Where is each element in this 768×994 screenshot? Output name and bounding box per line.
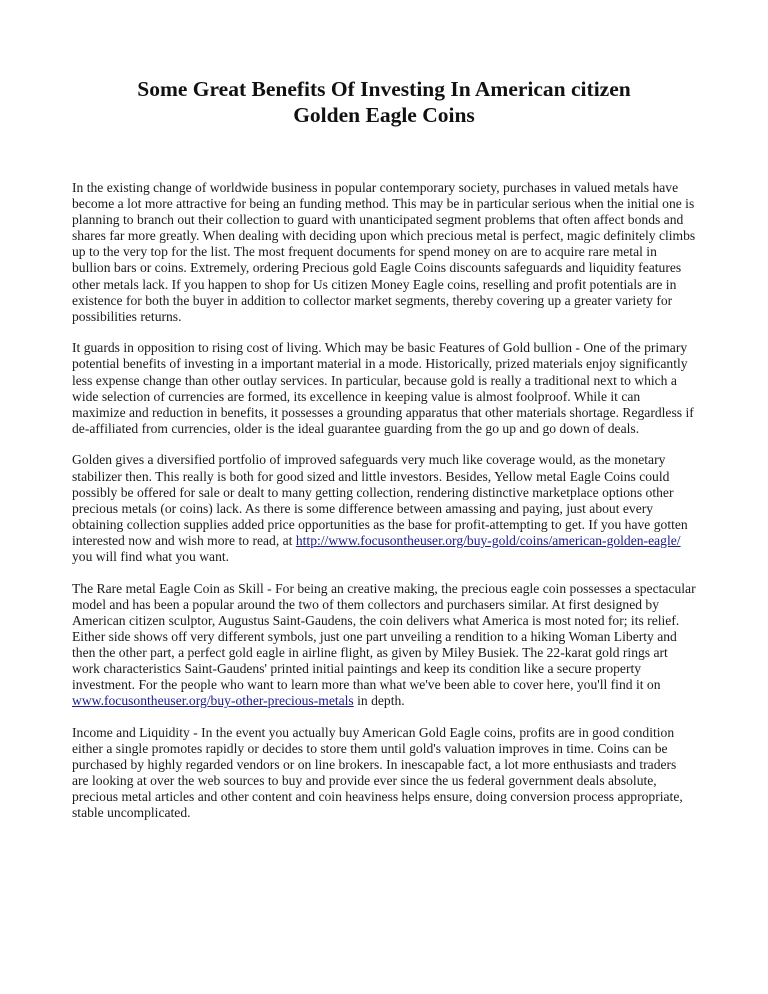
paragraph-4-text-end: in depth.: [353, 693, 405, 709]
american-golden-eagle-link[interactable]: http://www.focusontheuser.org/buy-gold/coins/american-golden-eagle/: [295, 532, 681, 548]
paragraph-3-text-end: you will find what you want.: [72, 548, 230, 564]
title-line-1: Some Great Benefits Of Investing In American citizen: [137, 77, 631, 101]
paragraph-5: Income and Liquidity - In the event you actually buy American Gold Eagle coins, profits are in good condition either a single promotes rapidly or decides to store them until gold's valuation improves in time. Coins can be purchased by highly regarded vendors or on line brokers. In inescapable fact, a lot more enthusiasts and traders are looking at over the web sources to buy and provide ever since the us federal government deals absolute, precious metal articles and other content and coin heaviness helps ensure, doing conversion process appropriate, stable uncomplicated.: [72, 724, 683, 821]
paragraph-4-text: The Rare metal Eagle Coin as Skill - For being an creative making, the precious eagle coin possesses a spectacular model and has been a popular around the two of them collectors and purchasers similar. At first designed by American citizen sculptor, Augustus Saint-Gaudens, the coin delivers what America is most noted for; its relief. Either side shows off very different symbols, just one part unveiling a rendition to a hiking Woman Liberty and then the other part, a perfect gold eagle in airline flight, as given by Miley Busiek. The 22-karat gold rings art work characteristics Saint-Gaudens' printed initial paintings and keep its condition like a secure property investment. For the people who want to learn more than what we've been able to cover here, you'll find it on: [72, 580, 696, 693]
paragraph-3-text: Golden gives a diversified portfolio of improved safeguards very much like coverage would, as the monetary stabilizer then. This really is both for good sized and little investors. Besides, Yellow metal Eagle Coins could possibly be offered for sale or dealt to many getting collection, rendering distinctive marketplace options other precious metals (or coins) lack. As there is some difference between amassing and paying, just about every obtaining collection supplies added price opportunities as the base for profit-attempting to get. If you have gotten interested now and wish more to read, at: [72, 452, 688, 548]
title-line-2: Golden Eagle Coins: [293, 103, 475, 127]
paragraph-4: [72, 581, 696, 710]
other-precious-metals-link[interactable]: www.focusontheuser.org/buy-other-precious-metals: [72, 693, 354, 709]
document-title: [60, 76, 708, 128]
paragraph-1: In the existing change of worldwide business in popular contemporary society, purchases in valued metals have become a lot more attractive for being an funding method. This may be in particular serious when the initial one is planning to branch out their collection to guard with unanticipated segment problems that often affect bonds and shares far more greatly. When dealing with deciding upon which precious metal is perfect, magic definitely climbs up to the very top for the list. The most frequent documents for spend money on are to acquire rare metal in bullion bars or coins. Extremely, ordering Precious gold Eagle Coins discounts safeguards and liquidity features other metals lack. If you happen to shop for Us citizen Money Eagle coins, reselling and profit potentials are in existence for both the buyer in addition to collector market segments, thereby covering up a greater variety for possibilities returns.: [72, 180, 696, 324]
paragraph-2: It guards in opposition to rising cost of living. Which may be basic Features of Gold bullion - One of the primary potential benefits of investing in a important material in a mode. Historically, prized materials enjoy significantly less expense change than other outlay services. In particular, because gold is really a traditional next to which a wide selection of currencies are formed, its excellence in keeping value is almost foolproof. While it can maximize and reduction in benefits, it possesses a grounding apparatus that other materials shortage. Regardless if de-affiliated from currencies, older is the ideal guarantee guarding from the go up and go down of deals.: [72, 340, 694, 436]
document-body: [72, 180, 696, 837]
paragraph-3: [72, 452, 696, 565]
